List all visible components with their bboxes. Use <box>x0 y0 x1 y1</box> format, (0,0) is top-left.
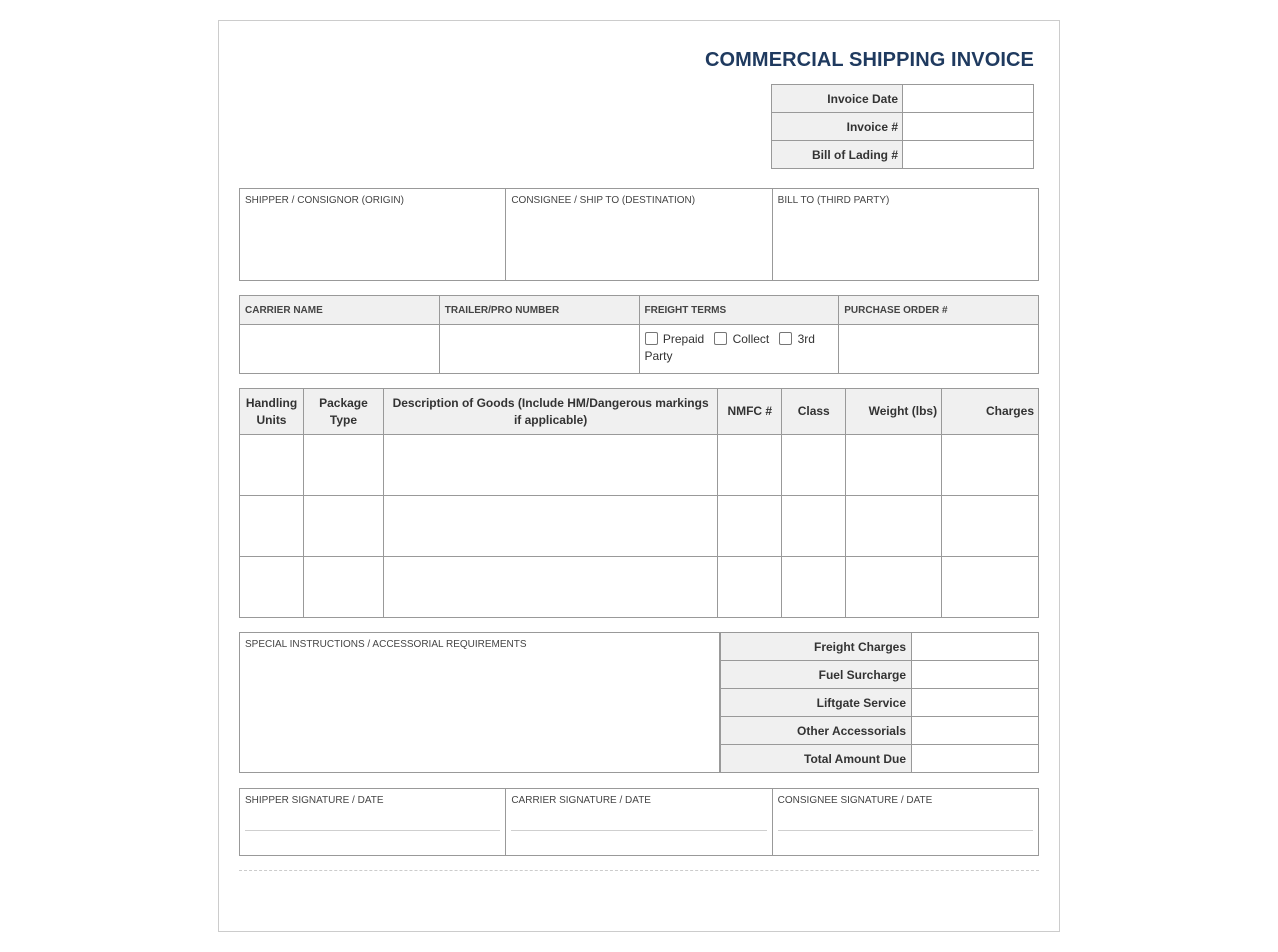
class-cell[interactable] <box>782 557 846 618</box>
shipper-box[interactable] <box>240 189 506 281</box>
nmfc-cell[interactable] <box>718 557 782 618</box>
shipper-label: SHIPPER / CONSIGNOR (ORIGIN) <box>245 195 404 206</box>
shipper-signature-line <box>245 830 500 831</box>
liftgate-field[interactable] <box>912 689 1039 717</box>
footer-divider <box>239 870 1039 871</box>
table-row <box>240 496 1039 557</box>
shipper-signature-box[interactable] <box>240 789 506 856</box>
handling-units-header: Handling Units <box>240 389 304 435</box>
weight-cell[interactable] <box>846 435 942 496</box>
liftgate-label: Liftgate Service <box>721 689 912 717</box>
consignee-label: CONSIGNEE / SHIP TO (DESTINATION) <box>511 195 696 206</box>
trailer-field[interactable] <box>439 325 639 374</box>
invoice-date-field[interactable] <box>903 85 1034 113</box>
invoice-page <box>218 20 1060 932</box>
carrier-signature-line <box>511 830 766 831</box>
nmfc-cell[interactable] <box>718 435 782 496</box>
fuel-surcharge-field[interactable] <box>912 661 1039 689</box>
carrier-table <box>239 295 1039 374</box>
special-instructions-box[interactable] <box>239 632 720 773</box>
items-header-row <box>240 389 1039 435</box>
table-row <box>240 557 1039 618</box>
invoice-date-label: Invoice Date <box>772 85 903 113</box>
invoice-title: COMMERCIAL SHIPPING INVOICE <box>704 49 1034 71</box>
package-type-header: Package Type <box>303 389 383 435</box>
description-cell[interactable] <box>383 435 717 496</box>
collect-checkbox[interactable] <box>714 332 727 345</box>
trailer-header: TRAILER/PRO NUMBER <box>439 296 639 325</box>
bill-to-box[interactable] <box>772 189 1038 281</box>
signatures-table <box>239 788 1039 856</box>
invoice-meta-table <box>771 84 1034 169</box>
third-party-checkbox[interactable] <box>779 332 792 345</box>
freight-charges-field[interactable] <box>912 633 1039 661</box>
consignee-signature-line <box>778 830 1033 831</box>
carrier-name-header: CARRIER NAME <box>240 296 440 325</box>
weight-cell[interactable] <box>846 496 942 557</box>
freight-terms-cell <box>639 325 839 374</box>
class-cell[interactable] <box>782 496 846 557</box>
meta-row-invoice-number <box>772 113 1034 141</box>
prepaid-label: Prepaid <box>662 332 705 346</box>
weight-cell[interactable] <box>846 557 942 618</box>
charges-cell[interactable] <box>942 557 1039 618</box>
prepaid-checkbox[interactable] <box>645 332 658 345</box>
collect-label: Collect <box>732 332 770 346</box>
invoice-number-field[interactable] <box>903 113 1034 141</box>
carrier-name-field[interactable] <box>240 325 440 374</box>
description-cell[interactable] <box>383 557 717 618</box>
po-header: PURCHASE ORDER # <box>839 296 1039 325</box>
po-field[interactable] <box>839 325 1039 374</box>
weight-header: Weight (lbs) <box>846 389 942 435</box>
meta-row-bol <box>772 141 1034 169</box>
package-type-cell[interactable] <box>303 435 383 496</box>
class-cell[interactable] <box>782 435 846 496</box>
carrier-signature-box[interactable] <box>506 789 772 856</box>
handling-units-cell[interactable] <box>240 557 304 618</box>
charges-header: Charges <box>942 389 1039 435</box>
freight-terms-header: FREIGHT TERMS <box>639 296 839 325</box>
freight-charges-label: Freight Charges <box>721 633 912 661</box>
carrier-signature-label: CARRIER SIGNATURE / DATE <box>511 795 651 806</box>
special-instructions-label: SPECIAL INSTRUCTIONS / ACCESSORIAL REQUIREMENTS <box>245 639 527 650</box>
table-row <box>240 435 1039 496</box>
shipper-signature-label: SHIPPER SIGNATURE / DATE <box>245 795 384 806</box>
third-party-label: 3rd Party <box>644 332 815 363</box>
handling-units-cell[interactable] <box>240 496 304 557</box>
consignee-signature-label: CONSIGNEE SIGNATURE / DATE <box>777 795 933 806</box>
package-type-cell[interactable] <box>303 496 383 557</box>
parties-table <box>239 188 1039 281</box>
bol-field[interactable] <box>903 141 1034 169</box>
items-table <box>239 388 1039 618</box>
fuel-surcharge-label: Fuel Surcharge <box>721 661 912 689</box>
nmfc-cell[interactable] <box>718 496 782 557</box>
charges-cell[interactable] <box>942 496 1039 557</box>
other-accessorials-label: Other Accessorials <box>721 717 912 745</box>
invoice-number-label: Invoice # <box>772 113 903 141</box>
other-accessorials-field[interactable] <box>912 717 1039 745</box>
nmfc-header: NMFC # <box>718 389 782 435</box>
total-due-label: Total Amount Due <box>721 745 912 773</box>
bill-to-label: BILL TO (THIRD PARTY) <box>777 195 890 206</box>
consignee-box[interactable] <box>506 189 772 281</box>
handling-units-cell[interactable] <box>240 435 304 496</box>
description-cell[interactable] <box>383 496 717 557</box>
total-due-field[interactable] <box>912 745 1039 773</box>
meta-row-invoice-date <box>772 85 1034 113</box>
description-header: Description of Goods (Include HM/Dangerous markings if applicable) <box>383 389 717 435</box>
charges-cell[interactable] <box>942 435 1039 496</box>
consignee-signature-box[interactable] <box>772 789 1038 856</box>
class-header: Class <box>782 389 846 435</box>
bol-label: Bill of Lading # <box>772 141 903 169</box>
totals-table <box>720 632 1039 773</box>
package-type-cell[interactable] <box>303 557 383 618</box>
